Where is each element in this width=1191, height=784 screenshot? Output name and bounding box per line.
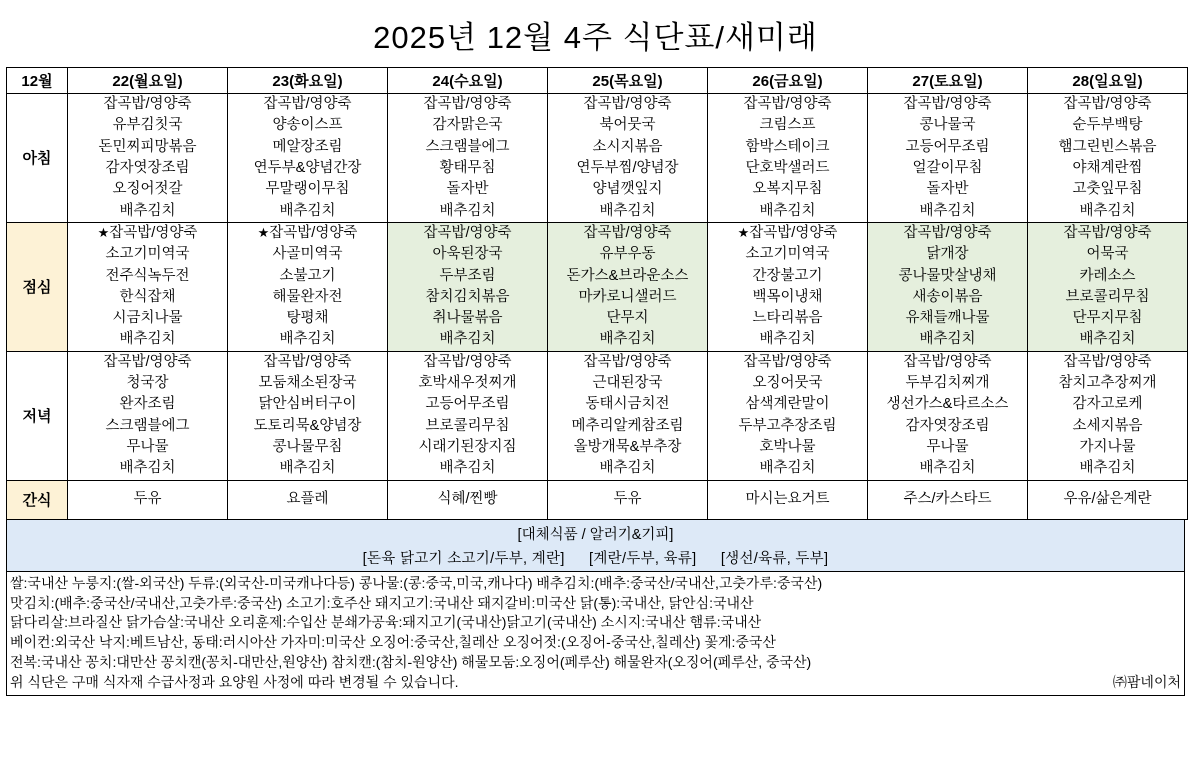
menu-item: 감자엿장조림 xyxy=(105,159,190,176)
menu-item: 잡곡밥/영양죽 xyxy=(583,353,672,370)
menu-item: 소고기미역국 xyxy=(105,246,190,263)
menu-item: 크림스프 xyxy=(759,117,816,134)
menu-item: 소시지볶음 xyxy=(592,138,663,155)
breakfast-cell-6 xyxy=(1028,94,1188,223)
lunch-cell-4 xyxy=(708,222,868,351)
alternatives-group-1: [계란/두부, 육류] xyxy=(589,550,697,567)
menu-item: 탕평채 xyxy=(286,310,329,327)
menu-item: 청국장 xyxy=(126,375,169,392)
menu-item: 스크램블에그 xyxy=(105,417,190,434)
menu-item: 고등어무조림 xyxy=(425,396,510,413)
menu-item: 배추김치 xyxy=(119,460,176,477)
menu-item: 양념깻잎지 xyxy=(592,181,663,198)
brand-label: ㈜팜네이처 xyxy=(1112,674,1181,690)
header-month: 12월 xyxy=(7,68,68,94)
menu-item: 잡곡밥/영양죽 xyxy=(263,353,352,370)
menu-item: 한식잡채 xyxy=(119,288,176,305)
breakfast-cell-1 xyxy=(228,94,388,223)
menu-item: 브로콜리무침 xyxy=(1065,288,1150,305)
menu-item: 잡곡밥/영양죽 xyxy=(263,96,352,112)
menu-item: 배추김치 xyxy=(1079,202,1136,219)
lunch-cell-6 xyxy=(1028,222,1188,351)
menu-item: 무말랭이무침 xyxy=(265,181,350,198)
star-icon: ★ xyxy=(737,224,750,240)
header-day-6: 28(일요일) xyxy=(1028,68,1188,94)
menu-item: 전주식녹두전 xyxy=(105,267,190,284)
menu-item: 양송이스프 xyxy=(272,117,343,134)
menu-item: 브로콜리무침 xyxy=(425,417,510,434)
menu-item: 백목이냉채 xyxy=(752,288,823,305)
menu-item: 도토리묵&양념장 xyxy=(253,417,362,434)
menu-item: 느타리볶음 xyxy=(752,310,823,327)
menu-item: 단호박샐러드 xyxy=(745,159,830,176)
menu-item: 무나물 xyxy=(926,439,969,455)
alternatives-group-2: [생선/육류, 두부] xyxy=(720,550,829,567)
menu-item: 배추김치 xyxy=(759,202,816,219)
menu-item-starred: ★잡곡밥/영양죽 xyxy=(97,224,198,241)
menu-item: 닭안심버터구이 xyxy=(258,396,357,413)
header-day-5: 27(토요일) xyxy=(868,68,1028,94)
menu-item: 사골미역국 xyxy=(272,246,343,263)
lunch-cell-0 xyxy=(68,222,228,351)
dinner-cell-2 xyxy=(388,351,548,480)
menu-item: 모둠채소된장국 xyxy=(258,375,357,392)
menu-item: 배추김치 xyxy=(759,331,816,348)
menu-item: 배추김치 xyxy=(919,202,976,219)
menu-item: 취나물볶음 xyxy=(432,310,503,327)
menu-item: 고등어무조림 xyxy=(905,138,990,155)
meal-label-lunch: 점심 xyxy=(7,222,68,351)
lunch-cell-1 xyxy=(228,222,388,351)
table-row-lunch xyxy=(7,222,1188,351)
menu-item: 소고기미역국 xyxy=(745,246,830,263)
menu-item: 소불고기 xyxy=(279,267,336,284)
alternatives-heading: [대체식품 / 알러기&기피] xyxy=(517,526,674,543)
menu-item: 참치고추장찌개 xyxy=(1058,375,1157,392)
meal-label-snack: 간식 xyxy=(7,480,68,519)
dinner-cell-1 xyxy=(228,351,388,480)
meal-label-dinner: 저녁 xyxy=(7,351,68,480)
menu-item: 배추김치 xyxy=(759,460,816,477)
menu-item: 배추김치 xyxy=(919,331,976,348)
menu-item: 돌자반 xyxy=(446,181,489,198)
menu-item: 무나물 xyxy=(126,439,169,455)
menu-item: 잡곡밥/영양죽 xyxy=(1063,353,1152,370)
dinner-cell-0 xyxy=(68,351,228,480)
footer-row xyxy=(10,673,1181,693)
menu-item: 유부김칫국 xyxy=(112,117,183,134)
menu-item: 닭개장 xyxy=(926,246,969,263)
menu-item: 배추김치 xyxy=(1079,460,1136,477)
menu-item: 배추김치 xyxy=(439,202,496,219)
menu-item: 두부김치찌개 xyxy=(905,375,990,392)
menu-item: 야채계란찜 xyxy=(1072,159,1143,176)
dinner-cell-5 xyxy=(868,351,1028,480)
menu-item: 시래기된장지짐 xyxy=(418,439,517,455)
menu-item: 돌자반 xyxy=(926,181,969,198)
table-row-snack xyxy=(7,480,1188,519)
menu-item: 근대된장국 xyxy=(592,375,663,392)
menu-item: 잡곡밥/영양죽 xyxy=(423,96,512,112)
menu-item: 단무지 xyxy=(606,310,649,327)
snack-cell-2: 식혜/찐빵 xyxy=(388,480,548,519)
breakfast-cell-5 xyxy=(868,94,1028,223)
header-day-2: 24(수요일) xyxy=(388,68,548,94)
menu-item: 호박나물 xyxy=(759,439,816,455)
dinner-cell-4 xyxy=(708,351,868,480)
alternatives-group-0: [돈육 닭고기 소고기/두부, 계란] xyxy=(362,550,565,567)
menu-item: 배추김치 xyxy=(1079,331,1136,348)
menu-item: 배추김치 xyxy=(599,460,656,477)
menu-item: 간장불고기 xyxy=(752,267,823,284)
menu-item: 카레소스 xyxy=(1079,267,1136,284)
menu-item: 연두부&양념간장 xyxy=(253,159,362,176)
page-title: 2025년 12월 4주 식단표/새미래 xyxy=(373,20,818,55)
menu-item: 메추리알케참조림 xyxy=(571,417,684,434)
menu-item: 잡곡밥/영양죽 xyxy=(583,224,672,241)
menu-item: 잡곡밥/영양죽 xyxy=(1063,224,1152,241)
lunch-cell-5 xyxy=(868,222,1028,351)
menu-item: 오복지무침 xyxy=(752,181,823,198)
menu-item: 잡곡밥/영양죽 xyxy=(423,353,512,370)
menu-item: 생선가스&타르소스 xyxy=(886,396,1009,413)
menu-item: 배추김치 xyxy=(599,331,656,348)
menu-item: 배추김치 xyxy=(279,460,336,477)
menu-item: 잡곡밥/영양죽 xyxy=(103,353,192,370)
origin-line-0: 쌀:국내산 누룽지:(쌀-외국산) 두류:(외국산-미국캐나다등) 콩나물:(콩:중국,미국,캐나다) 배추김치:(배추:중국산/국내산,고춧가루:중국산) xyxy=(10,574,823,591)
star-icon: ★ xyxy=(97,224,110,240)
breakfast-cell-4 xyxy=(708,94,868,223)
menu-item: 잡곡밥/영양죽 xyxy=(103,96,192,112)
menu-item: 햄그린빈스볶음 xyxy=(1058,138,1157,155)
dinner-cell-3 xyxy=(548,351,708,480)
origin-info-block xyxy=(6,572,1185,696)
menu-item: 잡곡밥/영양죽 xyxy=(423,224,512,241)
menu-item: 유부우동 xyxy=(599,246,656,263)
menu-item: 호박새우젓찌개 xyxy=(418,375,517,392)
menu-item-starred: ★잡곡밥/영양죽 xyxy=(257,224,358,241)
origin-line-3: 베이컨:외국산 낙지:베트남산, 동태:러시아산 가자미:미국산 오징어:중국산,칠레산 오징어젓:(오징어-중국산,칠레산) 꽃게:중국산 xyxy=(10,634,776,651)
menu-item: 감자맑은국 xyxy=(432,117,503,134)
header-day-4: 26(금요일) xyxy=(708,68,868,94)
menu-item: 콩나물국 xyxy=(919,117,976,134)
menu-item: 감자고로케 xyxy=(1072,396,1143,413)
menu-item: 삼색계란말이 xyxy=(745,396,830,413)
origin-line-4: 전복:국내산 꽁치:대만산 꽁치캔(꽁치-대만산,원양산) 참치캔:(참치-원양산) 해물모둠:오징어(페루산) 해물완자(오징어(페루산, 중국산) xyxy=(10,654,812,671)
menu-item: 연두부찜/양념장 xyxy=(576,159,679,176)
table-row-dinner xyxy=(7,351,1188,480)
menu-item: 배추김치 xyxy=(439,331,496,348)
alternatives-block xyxy=(6,520,1185,572)
menu-item: 단무지무침 xyxy=(1072,310,1143,327)
menu-item: 가지나물 xyxy=(1079,439,1136,455)
menu-item: 돈민찌피망볶음 xyxy=(98,138,197,155)
menu-item: 배추김치 xyxy=(919,460,976,477)
menu-item: 콩나물맛살냉채 xyxy=(898,267,997,284)
breakfast-cell-3 xyxy=(548,94,708,223)
menu-item: 어묵국 xyxy=(1086,246,1129,263)
header-day-0: 22(월요일) xyxy=(68,68,228,94)
menu-item: 돈가스&브라운소스 xyxy=(566,267,689,284)
menu-item: 아욱된장국 xyxy=(432,246,503,263)
menu-item-starred: ★잡곡밥/영양죽 xyxy=(737,224,838,241)
menu-item: 동태시금치전 xyxy=(585,396,670,413)
star-icon: ★ xyxy=(257,224,270,240)
menu-item: 황태무침 xyxy=(439,159,496,176)
header-day-3: 25(목요일) xyxy=(548,68,708,94)
menu-item: 소세지볶음 xyxy=(1072,417,1143,434)
menu-item: 잡곡밥/영양죽 xyxy=(1063,96,1152,112)
menu-item: 콩나물무침 xyxy=(272,439,343,455)
menu-item: 해물완자전 xyxy=(272,288,343,305)
meal-label-breakfast: 아침 xyxy=(7,94,68,223)
menu-item: 마카로니샐러드 xyxy=(578,288,677,305)
header-day-1: 23(화요일) xyxy=(228,68,388,94)
menu-item: 배추김치 xyxy=(119,202,176,219)
footer-note: 위 식단은 구매 식자재 수급사정과 요양원 사정에 따라 변경될 수 있습니다. xyxy=(10,674,459,690)
menu-item: 메알장조림 xyxy=(272,138,343,155)
origin-line-2: 닭다리살:브라질산 닭가슴살:국내산 오리훈제:수입산 분쇄가공육:돼지고기(국내산)닭고기(국내산) 소시지:국내산 햄류:국내산 xyxy=(10,614,762,631)
menu-item: 잡곡밥/영양죽 xyxy=(903,96,992,112)
table-header-row xyxy=(7,68,1188,94)
menu-item: 올방개묵&부추장 xyxy=(573,439,682,455)
dinner-cell-6 xyxy=(1028,351,1188,480)
menu-item: 배추김치 xyxy=(599,202,656,219)
menu-item: 잡곡밥/영양죽 xyxy=(743,353,832,370)
menu-item: 새송이볶음 xyxy=(912,288,983,305)
menu-table xyxy=(6,67,1188,520)
menu-item: 고춧잎무침 xyxy=(1072,181,1143,198)
lunch-cell-2 xyxy=(388,222,548,351)
menu-item: 잡곡밥/영양죽 xyxy=(583,96,672,112)
menu-item: 참치김치볶음 xyxy=(425,288,510,305)
snack-cell-4: 마시는요거트 xyxy=(708,480,868,519)
snack-cell-3: 두유 xyxy=(548,480,708,519)
breakfast-cell-0 xyxy=(68,94,228,223)
menu-item: 배추김치 xyxy=(279,202,336,219)
menu-item: 잡곡밥/영양죽 xyxy=(743,96,832,112)
table-row-breakfast xyxy=(7,94,1188,223)
menu-item: 오징어젓갈 xyxy=(112,181,183,198)
menu-item: 순두부백탕 xyxy=(1072,117,1143,134)
menu-item: 감자엿장조림 xyxy=(905,417,990,434)
snack-cell-1: 요플레 xyxy=(228,480,388,519)
alternatives-groups xyxy=(7,546,1184,571)
menu-item: 유채들깨나물 xyxy=(905,310,990,327)
snack-cell-0: 두유 xyxy=(68,480,228,519)
origin-line-1: 맛김치:(배추:중국산/국내산,고춧가루:중국산) 소고기:호주산 돼지고기:국내산 돼지갈비:미국산 닭(통):국내산, 닭안심:국내산 xyxy=(10,594,754,611)
menu-item: 오징어뭇국 xyxy=(752,375,823,392)
menu-item: 시금치나물 xyxy=(112,310,183,327)
menu-item: 배추김치 xyxy=(439,460,496,477)
menu-item: 얼갈이무침 xyxy=(912,159,983,176)
menu-item: 배추김치 xyxy=(279,331,336,348)
snack-cell-6: 우유/삶은계란 xyxy=(1028,480,1188,519)
menu-item: 북어뭇국 xyxy=(599,117,656,134)
menu-item: 완자조림 xyxy=(119,396,176,413)
snack-cell-5: 주스/카스타드 xyxy=(868,480,1028,519)
menu-item: 잡곡밥/영양죽 xyxy=(903,353,992,370)
menu-item: 두부조림 xyxy=(439,267,496,284)
menu-item: 배추김치 xyxy=(119,331,176,348)
lunch-cell-3 xyxy=(548,222,708,351)
menu-item: 두부고추장조림 xyxy=(738,417,837,434)
menu-item: 잡곡밥/영양죽 xyxy=(903,224,992,241)
breakfast-cell-2 xyxy=(388,94,548,223)
menu-item: 스크램블에그 xyxy=(425,138,510,155)
menu-item: 함박스테이크 xyxy=(745,138,830,155)
